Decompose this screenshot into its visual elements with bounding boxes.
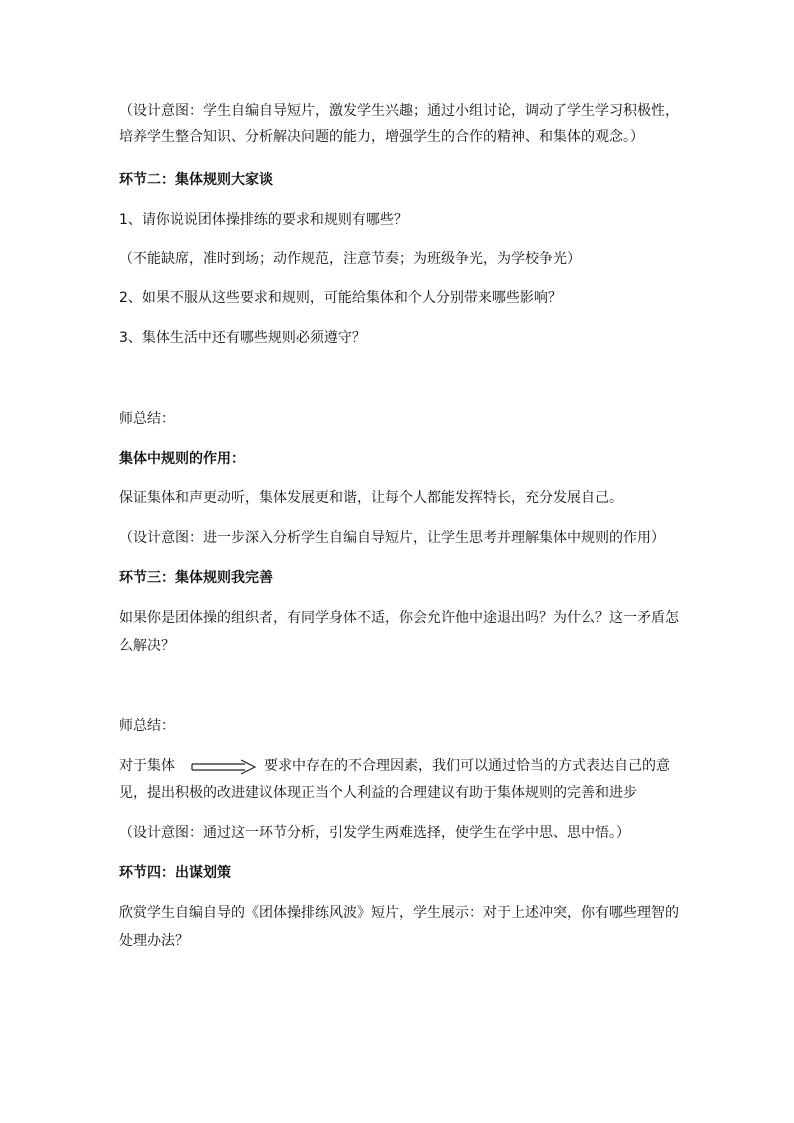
conclusion-line-2: 见，提出积极的改进建议体现正当个人利益的合理建议有助于集体规则的完善和进步	[119, 785, 637, 801]
teacher-summary-label-1: 师总结：	[119, 411, 175, 427]
section-heading-3: 环节三：集体规则我完善	[119, 570, 273, 586]
rules-role-text: 保证集体和声更动听，集体发展更和谐，让每个人都能发挥特长，充分发展自己。	[119, 490, 623, 506]
answer-1: （不能缺席，准时到场；动作规范，注意节奏；为班级争光，为学校争光）	[119, 251, 581, 267]
conclusion-arrow-row	[119, 758, 679, 775]
teacher-summary-label-2: 师总结：	[119, 718, 175, 734]
section-heading-4: 环节四：出谋划策	[119, 865, 231, 881]
design-intent-2: （设计意图：进一步深入分析学生自编自导短片，让学生思考并理解集体中规则的作用）	[119, 530, 665, 546]
scenario-line-1: 如果你是团体操的组织者，有同学身体不适，你会允许他中途退出吗？为什么？这一矛盾怎	[119, 610, 679, 626]
design-intent-1-line-1: （设计意图：学生自编自导短片，激发学生兴趣；通过小组讨论，调动了学生学习积极性，	[119, 103, 679, 119]
double-line-right-arrow-icon	[191, 759, 257, 775]
design-intent-3: （设计意图：通过这一环节分析，引发学生两难选择，使学生在学中思、思中悟。）	[119, 825, 630, 841]
design-intent-1-line-2: 培养学生整合知识、分析解决问题的能力，增强学生的合作的精神、和集体的观念。）	[119, 129, 644, 145]
question-1: 1、请你说说团体操排练的要求和规则有哪些？	[119, 212, 408, 228]
question-2: 2、如果不服从这些要求和规则，可能给集体和个人分别带来哪些影响？	[119, 290, 562, 306]
scenario-line-2: 么解决？	[119, 638, 175, 654]
rules-role-heading: 集体中规则的作用：	[119, 451, 245, 467]
conclusion-tail-text: 要求中存在的不合理因素，我们可以通过恰当的方式表达自己的意	[264, 758, 670, 774]
conclusion-lead-text: 对于集体	[119, 758, 175, 774]
question-3: 3、集体生活中还有哪些规则必须遵守？	[119, 330, 366, 346]
activity-line-2: 处理办法？	[119, 933, 189, 949]
section-heading-2: 环节二：集体规则大家谈	[119, 172, 273, 188]
activity-line-1: 欣赏学生自编自导的《团体操排练风波》短片，学生展示：对于上述冲突，你有哪些理智的	[119, 905, 679, 921]
